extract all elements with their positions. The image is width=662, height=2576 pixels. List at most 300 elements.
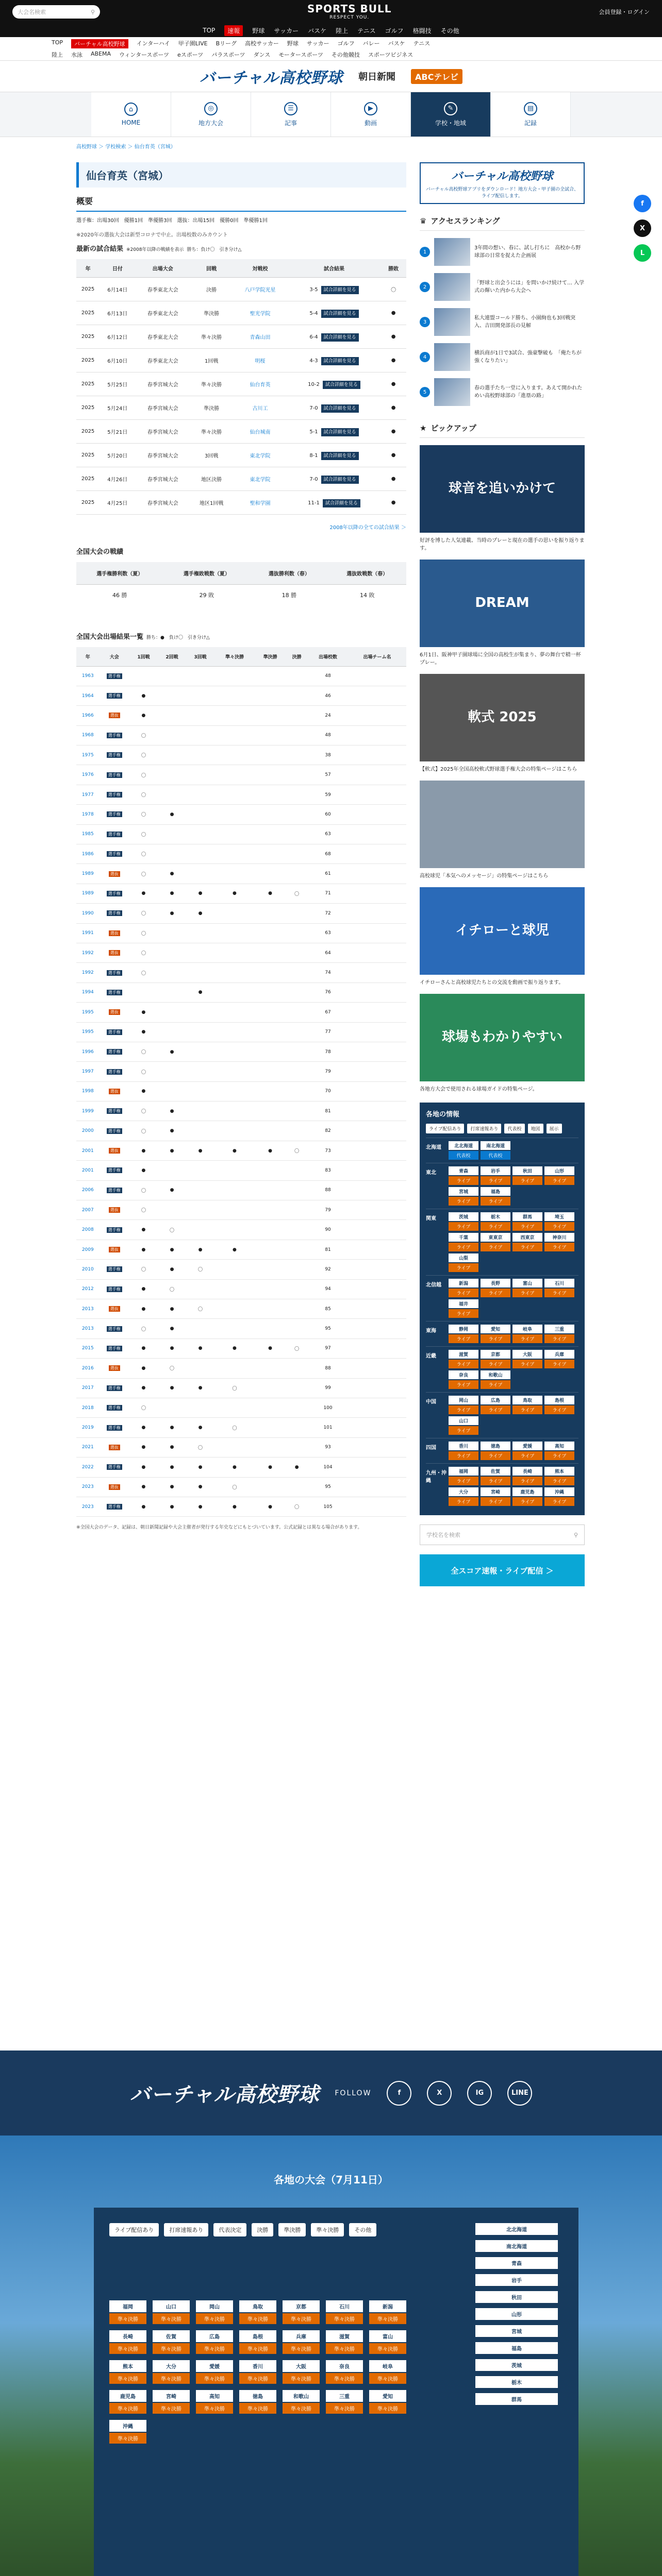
virtual-koshien-footer-logo[interactable]: バーチャル高校野球 [129,2083,320,2107]
legend-item[interactable]: 地図 [528,1124,543,1133]
subnav-item[interactable]: eスポーツ [177,51,204,58]
map-prefecture[interactable] [326,2390,363,2414]
list-year[interactable]: 1991 [76,923,100,943]
game-cell[interactable]: 古川工 [233,396,287,420]
team-name-cell [348,1022,406,1042]
list-year[interactable]: 2013 [76,1299,100,1319]
round-result: 〇 [158,1220,186,1240]
list-year[interactable]: 2023 [76,1497,100,1516]
asahi-logo[interactable]: 朝日新聞 [358,72,396,82]
list-year[interactable]: 1976 [76,765,100,785]
team-name-cell [348,1240,406,1259]
list-year[interactable]: 1985 [76,824,100,844]
prefecture-status: ライブ [544,1222,574,1231]
map-prefecture[interactable] [283,2390,320,2414]
round-result [255,1418,286,1437]
map-prefecture[interactable] [196,2330,233,2354]
prefecture-button[interactable] [449,1233,478,1251]
list-year[interactable]: 1997 [76,1062,100,1081]
map-prefecture[interactable] [326,2300,363,2324]
map-legend-item[interactable]: 打席速報あり [164,2223,208,2236]
map-prefecture[interactable] [109,2390,146,2414]
round-result [214,963,255,982]
prefecture-button[interactable] [512,1279,542,1297]
subnav-item[interactable]: サッカー [306,40,329,47]
result-button[interactable]: 試合詳細を見る [321,428,359,436]
subnav-item[interactable]: 甲子園LIVE [178,40,208,47]
team-name-cell [348,1200,406,1220]
prefecture-button[interactable] [544,1166,574,1185]
prefecture-button[interactable] [449,1416,478,1435]
map-legend-item[interactable]: 準々決勝 [311,2223,344,2236]
x-share-icon[interactable]: X [634,219,651,237]
subnav-item[interactable]: テニス [413,40,431,47]
prefecture-button[interactable] [544,1467,574,1485]
header-search-input[interactable] [12,5,100,19]
prefecture-status: ライブ [481,1477,510,1485]
pickup-text[interactable]: 6月1日、阪神甲子園球場に全国の高校生が集まり、夢の舞台で精一杯プレー。 [420,652,581,666]
result-button[interactable]: 試合詳細を見る [321,310,359,318]
prefecture-button[interactable] [449,1350,478,1368]
map-prefecture[interactable] [196,2360,233,2384]
map-prefecture[interactable] [109,2420,146,2444]
prefecture-button[interactable] [544,1442,574,1460]
pickup-text[interactable]: イチローさんと高校球児たちとの交流を動画で振り返ります。 [420,980,564,986]
result-button[interactable]: 試合詳細を見る [321,476,359,484]
map-prefecture[interactable] [475,2325,558,2337]
list-year[interactable]: 1992 [76,943,100,962]
list-year[interactable]: 2010 [76,1260,100,1279]
prefecture-list [449,1350,578,1389]
legend-item[interactable]: ライブ配信あり [426,1124,464,1133]
app-banner[interactable] [420,162,585,204]
game-cell[interactable]: 聖和学園 [233,491,287,515]
pickup-text[interactable]: 【軟式】2025年全国高校軟式野球選手権大会の特集ページはこちら [420,767,577,772]
pickup-image[interactable]: 球音を追いかけて [420,445,585,533]
list-edition: 99 [308,1378,348,1398]
list-year[interactable]: 1992 [76,963,100,982]
list-year[interactable]: 1998 [76,1081,100,1101]
game-cell[interactable]: 仙台城南 [233,420,287,444]
map-prefecture[interactable] [153,2360,190,2384]
map-prefecture[interactable] [475,2291,558,2303]
list-tournament [100,904,129,923]
list-year[interactable]: 2012 [76,1279,100,1299]
result-button[interactable]: 試合詳細を見る [321,357,359,365]
tab-4[interactable] [411,92,491,137]
list-year[interactable]: 1975 [76,745,100,765]
list-year[interactable]: 1999 [76,1101,100,1121]
prefecture-button[interactable] [481,1141,510,1160]
school-search-input[interactable] [420,1524,585,1545]
tab-3[interactable] [331,92,411,137]
prefecture-button[interactable] [481,1233,510,1251]
list-year[interactable]: 1989 [76,864,100,884]
prefecture-button[interactable] [481,1442,510,1460]
tournament-tag: 選手権 [107,1167,122,1173]
map-prefecture[interactable] [109,2300,146,2324]
list-year[interactable]: 2018 [76,1398,100,1417]
map-prefecture[interactable] [475,2342,558,2354]
prefecture-button[interactable] [544,1279,574,1297]
map-legend-item[interactable]: 決勝 [252,2223,273,2236]
map-prefecture[interactable] [326,2330,363,2354]
map-prefecture[interactable] [109,2330,146,2354]
result-button[interactable]: 試合詳細を見る [323,499,360,507]
prefecture-button[interactable] [512,1212,542,1231]
map-prefecture[interactable] [239,2330,276,2354]
live-score-button[interactable]: 全スコア速報・ライブ配信 ＞ [420,1554,585,1586]
pickup-text[interactable]: 好評を博した人気連載、当時のプレーと現在の選手の思いを振り返ります。 [420,538,585,551]
game-cell[interactable]: 八戸学院光星 [233,278,287,301]
games-header: 勝敗 [380,259,406,278]
prefecture-name: 福井 [449,1299,478,1308]
round-result [255,864,286,884]
prefecture-button[interactable] [481,1487,510,1506]
result-button[interactable]: 試合詳細を見る [321,333,359,342]
prefecture-status: ライブ [544,1243,574,1251]
round-result [186,725,214,745]
result-button[interactable]: 試合詳細を見る [323,381,360,389]
game-cell[interactable]: 青森山田 [233,325,287,349]
subnav-item[interactable]: ABEMA [91,50,111,57]
map-prefecture-status: 準々決勝 [196,2373,233,2384]
prefecture-button[interactable] [512,1467,542,1485]
map-prefecture[interactable] [153,2330,190,2354]
round-result [214,745,255,765]
nav-item[interactable]: 野球 [252,27,265,35]
prefecture-button[interactable] [481,1279,510,1297]
game-cell[interactable]: 明桜 [233,349,287,372]
list-year[interactable]: 1994 [76,982,100,1002]
prefecture-button[interactable] [544,1487,574,1506]
map-prefecture[interactable] [475,2359,558,2371]
list-year[interactable]: 2017 [76,1378,100,1398]
list-year[interactable]: 2021 [76,1437,100,1457]
facebook-share-icon[interactable]: f [634,195,651,212]
round-result: ● [158,805,186,824]
list-year[interactable]: 1963 [76,666,100,686]
list-year[interactable]: 2019 [76,1418,100,1437]
game-cell: 春季宮城大会 [136,420,190,444]
list-year[interactable]: 1986 [76,844,100,864]
subnav-item[interactable]: バスケ [388,40,405,47]
round-result [214,1022,255,1042]
list-year[interactable]: 1995 [76,1022,100,1042]
legend-item[interactable]: 代表校 [504,1124,524,1133]
pickup-image[interactable]: 球場もわかりやすい [420,994,585,1081]
subnav-item[interactable]: ウィンタースポーツ [119,51,169,58]
crown-icon: ♛ [420,216,427,226]
map-prefecture[interactable] [109,2360,146,2384]
list-year[interactable]: 1995 [76,1003,100,1022]
login-link[interactable]: 会員登録・ログイン [599,9,650,15]
list-edition: 100 [308,1398,348,1417]
prefecture-button[interactable] [481,1166,510,1185]
list-year[interactable]: 1978 [76,805,100,824]
ranking-item[interactable] [420,308,585,336]
pickup-text[interactable]: 各地方大会で使用される球場ガイドの特集ページ。 [420,1087,538,1092]
nav-item[interactable]: ゴルフ [385,27,404,35]
map-prefecture[interactable] [153,2300,190,2324]
round-result [255,1003,286,1022]
prefecture-button[interactable] [512,1442,542,1460]
game-cell[interactable]: 仙台育英 [233,372,287,396]
nav-item[interactable]: 格闘技 [412,27,432,35]
list-edition: 93 [308,1437,348,1457]
list-year[interactable]: 2013 [76,1319,100,1338]
round-result: ● [129,686,158,705]
list-year[interactable]: 2009 [76,1240,100,1259]
list-tournament [100,1200,129,1220]
map-prefecture[interactable] [239,2360,276,2384]
map-prefecture[interactable] [239,2390,276,2414]
subnav-item[interactable]: インターハイ [136,40,170,47]
list-row [76,1161,406,1180]
map-prefecture[interactable] [369,2360,406,2384]
prefecture-button[interactable] [449,1467,478,1485]
map-prefecture[interactable] [326,2360,363,2384]
list-year[interactable]: 1968 [76,725,100,745]
nav-item[interactable]: サッカー [274,27,299,35]
prefecture-button[interactable] [481,1212,510,1231]
subnav-item[interactable]: ダンス [253,51,271,58]
result-button[interactable]: 試合詳細を見る [321,286,359,294]
map-prefecture[interactable] [369,2300,406,2324]
map-prefecture[interactable] [475,2257,558,2269]
pickup-text[interactable]: 高校球児「本気へのメッセージ」の特集ページはこちら [420,873,549,879]
list-year[interactable]: 2007 [76,1200,100,1220]
game-cell[interactable]: 東北学院 [233,467,287,491]
ranking-item[interactable] [420,378,588,406]
map-prefecture[interactable] [475,2393,558,2405]
map-prefecture[interactable] [283,2360,320,2384]
round-result: ● [186,1418,214,1437]
list-year[interactable]: 1966 [76,706,100,725]
prefecture-status: ライブ [512,1451,542,1460]
line-icon[interactable]: LINE [507,2081,532,2106]
round-result [158,1062,186,1081]
list-year[interactable]: 2008 [76,1220,100,1240]
ranking-item[interactable] [420,343,585,371]
prefecture-name: 北北海道 [449,1141,478,1150]
list-year[interactable]: 1977 [76,785,100,804]
round-result [255,1398,286,1417]
map-legend-item[interactable]: 代表決定 [213,2223,246,2236]
team-name-cell [348,1418,406,1437]
nav-item[interactable]: その他 [440,27,459,35]
game-cell: 5月24日 [100,396,135,420]
game-score [288,372,381,396]
nav-item[interactable]: バスケ [308,27,327,35]
prefecture-button[interactable] [544,1325,574,1343]
pickup-image[interactable] [420,781,585,868]
team-name-cell [348,1458,406,1477]
national-header: 選抜敗戦数（春） [328,562,406,585]
result-button[interactable]: 試合詳細を見る [321,404,359,413]
subnav-item[interactable]: その他競技 [331,51,360,58]
game-cell: 地区1回戦 [190,491,233,515]
subnav-item[interactable]: パラスポーツ [211,51,245,58]
prefecture-button[interactable] [544,1233,574,1251]
game-cell: 準々決勝 [190,372,233,396]
list-year[interactable]: 2015 [76,1338,100,1358]
nav-item[interactable]: テニス [357,27,376,35]
map-prefecture[interactable] [153,2390,190,2414]
prefecture-button[interactable] [512,1487,542,1506]
subnav-item[interactable]: Bリーグ [216,40,237,47]
map-prefecture[interactable] [475,2308,558,2320]
map-legend-item[interactable]: その他 [349,2223,376,2236]
subnav-item[interactable]: 陸上 [52,51,63,58]
map-prefecture[interactable] [475,2223,558,2235]
round-result [186,1062,214,1081]
map-prefecture[interactable] [475,2240,558,2252]
map-prefecture[interactable] [239,2300,276,2324]
list-year[interactable]: 1964 [76,686,100,705]
round-result [186,666,214,686]
tab-2[interactable] [251,92,331,137]
nav-item[interactable]: 速報 [224,25,243,36]
nav-item[interactable]: TOP [203,27,216,34]
list-tournament [100,1081,129,1101]
map-prefecture[interactable] [369,2390,406,2414]
game-score [288,325,381,349]
prefecture-button[interactable] [481,1396,510,1414]
map-prefecture-status: 準々決勝 [109,2403,146,2414]
breadcrumb[interactable]: 高校野球 ＞ 学校検索 ＞ 仙台育英（宮城） [76,144,176,150]
map-prefecture-name: 宮崎 [153,2390,190,2402]
subnav-item[interactable]: 水泳 [71,51,82,58]
prefecture-button[interactable] [481,1350,510,1368]
result-button[interactable]: 試合詳細を見る [321,452,359,460]
list-year[interactable]: 1989 [76,884,100,903]
home-icon: ⌂ [124,103,138,116]
map-prefecture[interactable] [369,2330,406,2354]
list-year[interactable]: 2001 [76,1141,100,1160]
subnav-item[interactable]: モータースポーツ [278,51,323,58]
list-tournament [100,1338,129,1358]
prefecture-button[interactable] [449,1396,478,1414]
list-year[interactable]: 1990 [76,904,100,923]
legend-item[interactable]: 展示 [547,1124,562,1133]
prefecture-button[interactable] [449,1187,478,1206]
prefecture-button[interactable] [449,1212,478,1231]
prefecture-button[interactable] [449,1299,478,1318]
subnav-item[interactable]: 野球 [287,40,299,47]
prefecture-button[interactable] [481,1325,510,1343]
round-result: 〇 [129,864,158,884]
game-result: ● [380,325,406,349]
line-share-icon[interactable]: L [634,244,651,262]
map-legend-item[interactable]: ライブ配信あり [109,2223,159,2236]
tab-5[interactable] [491,92,571,137]
prefecture-button[interactable] [449,1370,478,1389]
list-year[interactable]: 2006 [76,1180,100,1200]
tab-0[interactable] [91,92,171,137]
prefecture-button[interactable] [449,1279,478,1297]
subnav-item[interactable]: バレー [362,40,380,47]
prefecture-button[interactable] [449,1442,478,1460]
prefecture-button[interactable] [449,1253,478,1272]
round-result: ● [186,1497,214,1516]
virtual-koshien-logo[interactable]: バーチャル高校野球 [199,69,343,87]
follow-label: FOLLOW [335,2089,372,2097]
legend-item[interactable]: 打席速報あり [467,1124,501,1133]
all-results-link[interactable]: 2008年以降の全ての試合結果 ＞ [329,525,406,531]
game-cell[interactable]: 東北学院 [233,444,287,467]
site-logo[interactable] [307,4,392,20]
subnav-item[interactable]: TOP [52,39,63,46]
pickup-image[interactable]: DREAM [420,560,585,647]
ranking-item[interactable] [420,238,585,266]
list-year[interactable]: 2022 [76,1458,100,1477]
map-prefecture[interactable] [196,2390,233,2414]
list-row [76,686,406,705]
prefecture-button[interactable] [544,1396,574,1414]
pickup-image[interactable]: イチローと球児 [420,887,585,975]
ranking-item[interactable] [420,273,585,301]
prefecture-button[interactable] [449,1166,478,1185]
tab-label: 動画 [364,119,377,127]
nav-item[interactable]: 陸上 [336,27,349,35]
facebook-icon[interactable]: f [387,2081,411,2106]
map-prefecture[interactable] [283,2330,320,2354]
list-row [76,666,406,686]
subnav-item[interactable]: スポーツビジネス [368,51,413,58]
tab-1[interactable] [171,92,251,137]
list-year[interactable]: 2000 [76,1121,100,1141]
list-year[interactable]: 1996 [76,1042,100,1061]
instagram-icon[interactable]: IG [467,2081,492,2106]
prefecture-button[interactable] [481,1187,510,1206]
prefecture-button[interactable] [449,1487,478,1506]
pickup-image[interactable]: 軟式 2025 [420,674,585,761]
prefecture-button[interactable] [512,1233,542,1251]
map-prefecture[interactable] [283,2300,320,2324]
list-year[interactable]: 2001 [76,1161,100,1180]
round-result [286,824,308,844]
map-prefecture[interactable] [475,2376,558,2388]
prefecture-button[interactable] [481,1467,510,1485]
game-cell[interactable]: 聖光学院 [233,301,287,325]
list-year[interactable]: 2023 [76,1477,100,1497]
x-icon[interactable]: X [427,2081,452,2106]
subnav-item[interactable]: ゴルフ [337,40,355,47]
round-result [214,1279,255,1299]
prefecture-button[interactable] [481,1370,510,1389]
prefecture-status: ライブ [481,1197,510,1206]
map-prefecture[interactable] [196,2300,233,2324]
prefecture-button[interactable] [544,1350,574,1368]
map-legend-item[interactable]: 準決勝 [278,2223,306,2236]
round-result [214,1220,255,1240]
prefecture-button[interactable] [544,1212,574,1231]
prefecture-button[interactable] [512,1325,542,1343]
list-tournament [100,844,129,864]
subnav-item[interactable]: バーチャル高校野球 [71,39,128,48]
map-prefecture[interactable] [475,2274,558,2286]
prefecture-button[interactable] [449,1141,478,1160]
abc-logo[interactable]: ABCテレビ [411,69,462,84]
prefecture-button[interactable] [512,1350,542,1368]
list-year[interactable]: 2016 [76,1359,100,1378]
list-row [76,1418,406,1437]
subnav-item[interactable]: 高校サッカー [245,40,279,47]
prefecture-button[interactable] [512,1166,542,1185]
prefecture-button[interactable] [449,1325,478,1343]
prefecture-button[interactable] [512,1396,542,1414]
